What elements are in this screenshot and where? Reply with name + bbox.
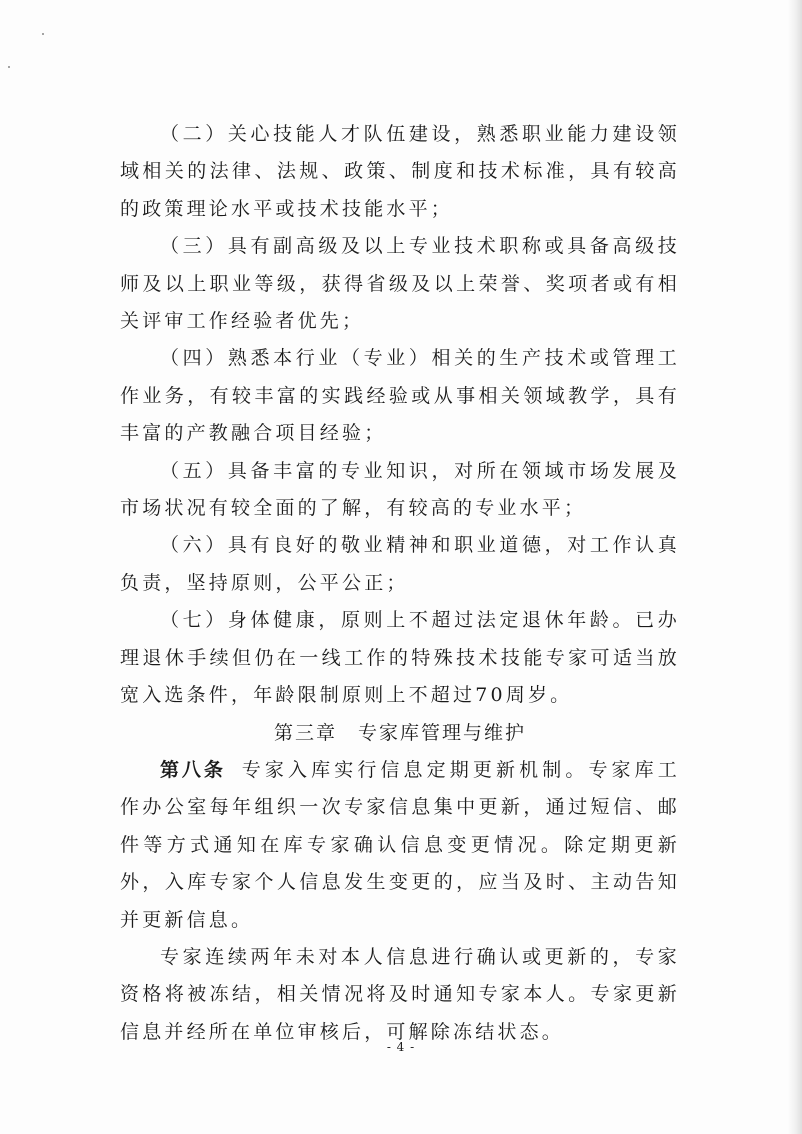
article-text: 专家入库实行信息定期更新机制。专家库工作办公室每年组织一次专家信息集中更新，通过短信、邮件等方式通知在库专家确认信息变更情况。除定期更新外，入库专家个人信息发生变更的，应当及时、主动告知并更新信息。 xyxy=(120,758,680,931)
paragraph-item-7: （七）身体健康，原则上不超过法定退休年龄。已办理退休手续但仍在一线工作的特殊技术技能专家可适当放宽入选条件，年龄限制原则上不超过70周岁。 xyxy=(120,609,680,707)
paragraph-item-4: （四）熟悉本行业（专业）相关的生产技术或管理工作业务，有较丰富的实践经验或从事相关领域教学，具有丰富的产教融合项目经验； xyxy=(120,347,680,445)
chapter-heading: 第三章 专家库管理与维护 xyxy=(273,721,526,744)
scan-speck xyxy=(42,33,44,35)
article-number: 第八条 xyxy=(160,758,226,781)
document-body xyxy=(120,116,680,1051)
paragraph-freeze: 专家连续两年未对本人信息进行确认或更新的，专家资格将被冻结，相关情况将及时通知专家本人。专家更新信息并经所在单位审核后，可解除冻结状态。 xyxy=(120,945,680,1043)
paragraph-item-2: （二）关心技能人才队伍建设，熟悉职业能力建设领域相关的法律、法规、政策、制度和技术标准，具有较高的政策理论水平或技术技能水平； xyxy=(120,123,680,220)
scan-edge-shadow xyxy=(788,0,802,1134)
article-8 xyxy=(120,752,680,939)
scan-speck xyxy=(8,66,10,68)
page-number: - 4 - xyxy=(386,1040,416,1054)
paragraph-item-3: （三）具有副高级及以上专业技术职称或具备高级技师及以上职业等级，获得省级及以上荣誉、奖项者或有相关评审工作经验者优先； xyxy=(120,235,680,333)
paragraph-item-5: （五）具备丰富的专业知识，对所在领域市场发展及市场状况有较全面的了解，有较高的专业水平； xyxy=(120,459,680,520)
paragraph-item-6: （六）具有良好的敬业精神和职业道德，对工作认真负责，坚持原则，公平公正； xyxy=(120,534,680,594)
